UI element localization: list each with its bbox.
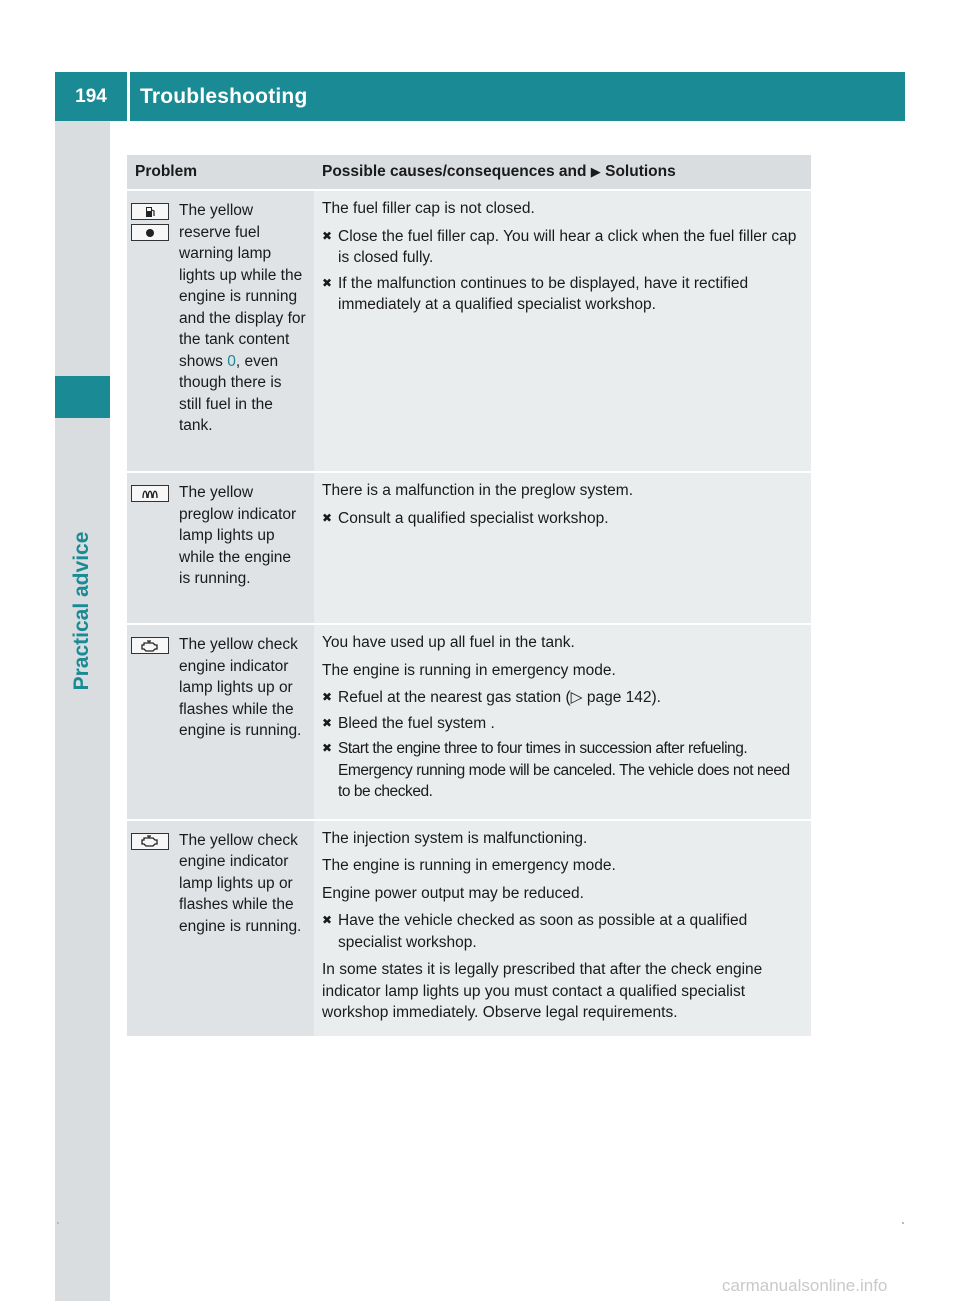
step-text: Consult a qualified specialist workshop. xyxy=(338,509,609,527)
play-arrow-icon: ▶ xyxy=(590,164,601,180)
solution-step xyxy=(322,273,805,316)
step-text: Refuel at the nearest gas station (▷ page 142). xyxy=(338,689,661,706)
step-arrow-icon: ✖ xyxy=(322,913,333,927)
problem-text-part: , even though there is still fuel in the tank. xyxy=(179,352,282,434)
problem-cell xyxy=(127,190,314,472)
cause-text-3: Engine power output may be reduced. xyxy=(322,884,584,902)
preglow-coil-icon xyxy=(131,485,169,502)
solution-cell xyxy=(314,190,811,472)
solutions-header-suffix: Solutions xyxy=(605,163,676,181)
step-arrow-icon: ✖ xyxy=(322,741,333,755)
problem-cell xyxy=(127,820,314,1037)
table-row xyxy=(127,624,811,820)
solution-cell xyxy=(314,820,811,1037)
watermark-text: carmanualsonline.info xyxy=(722,1276,888,1295)
cap-dot-icon xyxy=(131,224,169,241)
problem-text: The yellow check engine indicator lamp lights up or flashes while the engine is running. xyxy=(179,636,302,739)
corner-mark xyxy=(57,1222,59,1224)
column-header-problem: Problem xyxy=(127,155,314,190)
column-header-solutions xyxy=(314,155,811,190)
step-arrow-icon: ✖ xyxy=(322,228,333,243)
solution-step xyxy=(322,910,805,953)
problem-text: The yellow check engine indicator lamp lights up or flashes while the engine is running. xyxy=(179,831,302,935)
solution-step xyxy=(322,738,805,803)
table-row xyxy=(127,472,811,624)
problem-text: The yellow preglow indicator lamp lights up while the engine is running. xyxy=(179,484,297,587)
cause-text: The fuel filler cap is not closed. xyxy=(322,200,535,217)
problem-text-part: The yellow reserve fuel warning lamp lights up while the engine is running and the display for the tank content shows xyxy=(179,202,306,370)
solution-step xyxy=(322,226,805,269)
solution-cell xyxy=(314,472,811,624)
page-header xyxy=(55,72,905,121)
page-number: 194 xyxy=(75,85,107,107)
table-row xyxy=(127,190,811,472)
problem-cell xyxy=(127,624,314,820)
step-text: Close the fuel filler cap. You will hear a click when the fuel filler cap is closed fully. xyxy=(338,227,797,266)
sidebar-marker xyxy=(55,376,110,418)
problem-text xyxy=(179,200,310,437)
troubleshooting-table xyxy=(127,155,811,1038)
cause-text: You have used up all fuel in the tank. xyxy=(322,634,575,651)
cause-text: The injection system is malfunctioning. xyxy=(322,829,588,847)
legal-note: In some states it is legally prescribed that after the check engine indicator lamp lights up you must contact a qualified specialist workshop immediately. Observe legal requirements. xyxy=(322,961,763,1021)
step-text: If the malfunction continues to be displayed, have it rectified immediately at a qualified specialist workshop. xyxy=(338,274,749,313)
solution-cell xyxy=(314,624,811,820)
problem-cell xyxy=(127,472,314,624)
fuel-pump-icon xyxy=(131,203,169,220)
cause-text-2: The engine is running in emergency mode. xyxy=(322,857,616,874)
step-arrow-icon: ✖ xyxy=(322,275,333,290)
step-arrow-icon: ✖ xyxy=(322,715,333,730)
step-text: Have the vehicle checked as soon as possible at a qualified specialist workshop. xyxy=(338,912,748,951)
corner-mark xyxy=(902,1222,904,1224)
step-text: Start the engine three to four times in succession after refueling. Emergency running mode will be canceled. The vehicle does not need to be checked. xyxy=(338,740,790,800)
table-row xyxy=(127,820,811,1037)
step-text: Bleed the fuel system . xyxy=(338,714,495,732)
sidebar-label: Practical advice xyxy=(70,531,93,691)
solution-step xyxy=(322,687,805,709)
step-arrow-icon: ✖ xyxy=(322,690,333,704)
check-engine-icon xyxy=(131,833,169,850)
section-title: Troubleshooting xyxy=(140,84,308,108)
cause-text-2: The engine is running in emergency mode. xyxy=(322,661,616,679)
step-arrow-icon: ✖ xyxy=(322,510,333,525)
solutions-header-prefix: Possible causes/consequences and xyxy=(322,163,587,181)
solution-step xyxy=(322,713,805,735)
table-header-row xyxy=(127,155,811,190)
cause-text: There is a malfunction in the preglow system. xyxy=(322,482,633,499)
sidebar-strip xyxy=(55,121,110,1301)
solution-step xyxy=(322,508,805,530)
check-engine-icon xyxy=(131,637,169,654)
tank-zero-value: 0 xyxy=(227,352,236,370)
